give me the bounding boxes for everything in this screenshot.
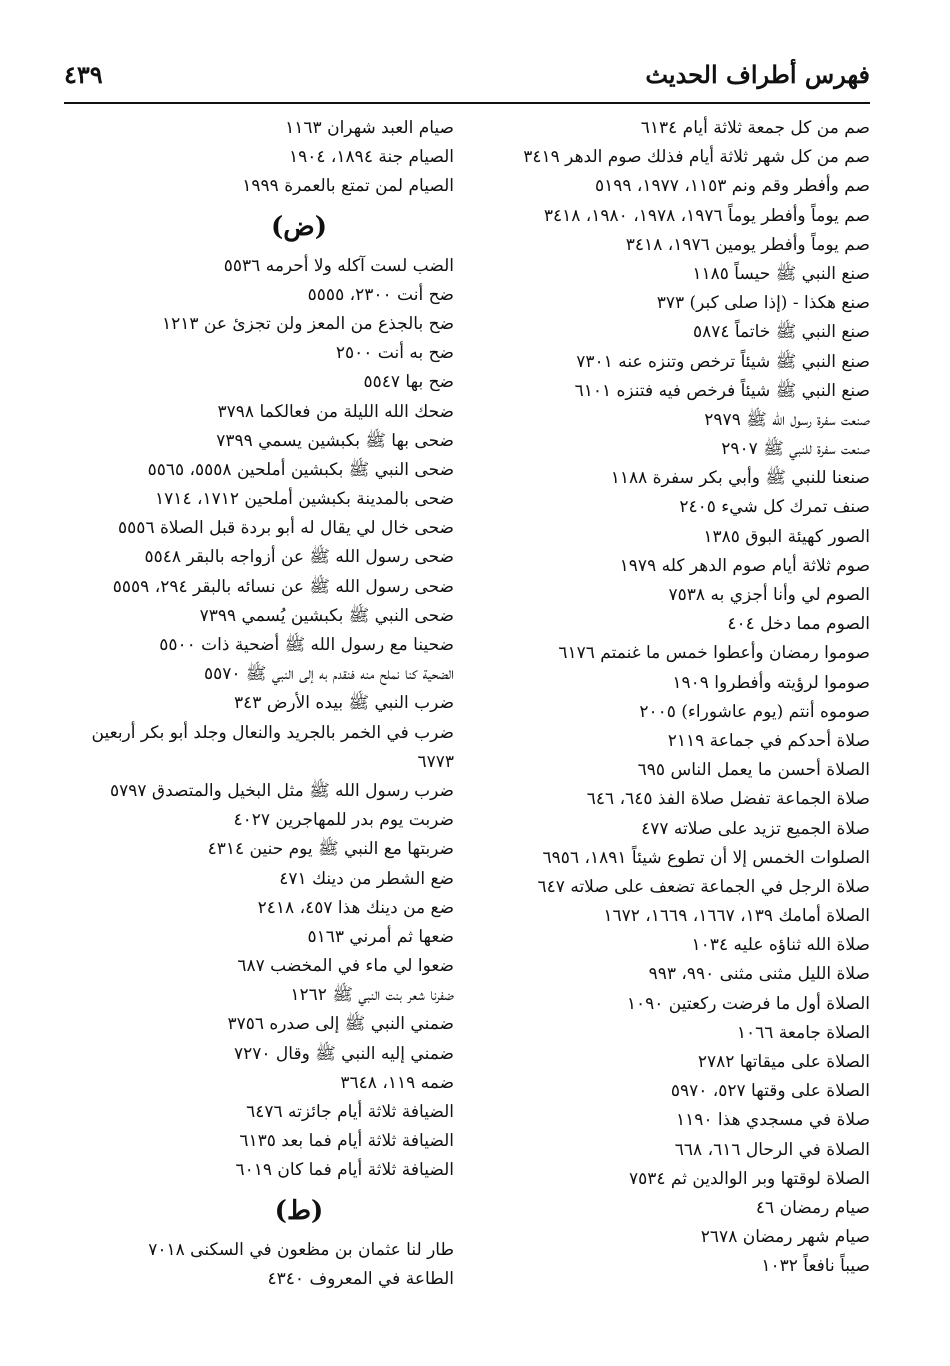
index-entry: ضحى رسول الله ﷺ عن نسائه بالبقر ٢٩٤، ٥٥٥٩ [112, 576, 454, 597]
index-entry: ضحى بها ﷺ بكبشين يسمي ٧٣٩٩ [216, 430, 454, 451]
index-entry: الطاعة في المعروف ٤٣٤٠ [267, 1268, 454, 1289]
index-entry: ضع من دينك هذا ٤٥٧، ٢٤١٨ [257, 897, 454, 918]
index-entry: ضح بالجذع من المعز ولن تجزئ عن ١٢١٣ [161, 313, 454, 334]
index-entry: الصوم مما دخل ٤٠٤ [727, 614, 870, 635]
index-entry: الضيافة ثلاثة أيام فما بعد ٦١٣٥ [239, 1131, 454, 1152]
index-entry: صنع النبي ﷺ شيئاً فرخص فيه فتنزه ٦١٠١ [574, 380, 870, 401]
index-entry: ضفرنا شعر بنت النبي ﷺ ١٢٦٢ [290, 985, 454, 1006]
index-entry: ضرب في الخمر بالجريد والنعال وجلد أبو بكر أربعين ٦٧٧٣ [91, 722, 454, 772]
left-column [64, 114, 454, 1294]
index-entry: الضيافة ثلاثة أيام جائزته ٦٤٧٦ [246, 1102, 454, 1123]
index-entry: ضعوا لي ماء في المخضب ٦٨٧ [237, 956, 454, 977]
index-entry: صنف تمرك كل شيء ٢٤٠٥ [679, 497, 870, 518]
index-entry: ضرب رسول الله ﷺ مثل البخيل والمتصدق ٥٧٩٧ [110, 780, 454, 801]
index-entry: الصلاة على وقتها ٥٢٧، ٥٩٧٠ [670, 1081, 870, 1102]
page-title: فهرس أطراف الحديث [645, 60, 870, 89]
index-entry: الصلوات الخمس إلا أن تطوع شيئاً ١٨٩١، ٦٩٥٦ [542, 847, 870, 868]
index-entry: ضربتها مع النبي ﷺ يوم حنين ٤٣١٤ [207, 839, 454, 860]
index-entry: ضحى رسول الله ﷺ عن أزواجه بالبقر ٥٥٤٨ [144, 547, 454, 568]
index-entry: صلاة أحدكم في جماعة ٢١١٩ [667, 730, 870, 751]
index-entry: صلاة الرجل في الجماعة تضعف على صلاته ٦٤٧ [537, 876, 870, 897]
index-entry: الضيافة ثلاثة أيام فما كان ٦٠١٩ [235, 1160, 454, 1181]
index-entry: صم من كل جمعة ثلاثة أيام ٦١٣٤ [640, 118, 870, 138]
index-entry: الصلاة في الرحال ٦١٦، ٦٦٨ [674, 1139, 870, 1160]
index-entry: صنع النبي ﷺ حيساً ١١٨٥ [692, 263, 870, 284]
index-entry: صنعنا للنبي ﷺ وأبي بكر سفرة ١١٨٨ [610, 468, 870, 489]
index-entry: ضح أنت ٢٣٠٠، ٥٥٥٥ [307, 284, 454, 305]
index-entry: الصيام جنة ١٨٩٤، ١٩٠٤ [289, 147, 454, 168]
index-entry: الصور كهيئة البوق ١٣٨٥ [703, 526, 870, 547]
index-entry: صوم ثلاثة أيام صوم الدهر كله ١٩٧٩ [619, 555, 870, 576]
index-entry: صنع النبي ﷺ خاتماً ٥٨٧٤ [692, 322, 870, 343]
index-entry: الصلاة أول ما فرضت ركعتين ١٠٩٠ [626, 993, 870, 1014]
index-entry: الصلاة على ميقاتها ٢٧٨٢ [697, 1052, 870, 1072]
index-entry: صوموا لرؤيته وأفطروا ١٩٠٩ [672, 672, 870, 693]
index-entry: صوموه أنتم (يوم عاشوراء) ٢٠٠٥ [639, 701, 870, 722]
index-entry: ضحى النبي ﷺ بكبشين يُسمي ٧٣٩٩ [199, 605, 454, 626]
index-entry: الصلاة أحسن ما يعمل الناس ٦٩٥ [637, 760, 870, 781]
index-entry: صم يوماً وأفطر يوماً ١٩٧٦، ١٩٧٨، ١٩٨٠، ٣٤١٨ [543, 205, 870, 226]
right-column [510, 114, 870, 1282]
index-entry: ضع الشطر من دينك ٤٧١ [279, 868, 454, 889]
index-entry: ضحك الله الليلة من فعالكما ٣٧٩٨ [217, 401, 454, 422]
index-entry: ضربت يوم بدر للمهاجرين ٤٠٢٧ [233, 810, 454, 831]
index-entry: صلاة الله ثناؤه عليه ١٠٣٤ [691, 935, 870, 956]
page-number: ٤٣٩ [64, 60, 103, 89]
index-entry: الصوم لي وأنا أجزي به ٧٥٣٨ [668, 585, 870, 605]
index-entry: ضح بها ٥٥٤٧ [363, 372, 454, 393]
index-entry: ضح به أنت ٢٥٠٠ [335, 343, 454, 364]
index-entry: صيام رمضان ٤٦ [755, 1197, 870, 1218]
index-entry: صنع هكذا - (إذا صلى كبر) ٣٧٣ [656, 293, 870, 314]
page-header [64, 56, 870, 96]
index-entry: صلاة الجماعة تفضل صلاة الفذ ٦٤٥، ٦٤٦ [586, 789, 870, 810]
index-entry: صم من كل شهر ثلاثة أيام فذلك صوم الدهر ٣٤١٩ [523, 147, 870, 168]
index-entry: ضحينا مع رسول الله ﷺ أضحية ذات ٥٥٠٠ [159, 635, 454, 655]
index-entry: صم وأفطر وقم ونم ١١٥٣، ١٩٧٧، ٥١٩٩ [594, 176, 870, 197]
index-entry: صم يوماً وأفطر يومين ١٩٧٦، ٣٤١٨ [625, 234, 870, 255]
index-entry: الصيام لمن تمتع بالعمرة ١٩٩٩ [242, 176, 454, 197]
index-entry: صلاة في مسجدي هذا ١١٩٠ [675, 1110, 870, 1131]
index-entry: ضحى النبي ﷺ بكبشين أملحين ٥٥٥٨، ٥٥٦٥ [147, 459, 454, 480]
section-letter-dad: (ض) [270, 211, 328, 242]
index-entry: طار لنا عثمان بن مظعون في السكنى ٧٠١٨ [148, 1239, 454, 1260]
index-entry: ضحى بالمدينة بكبشين أملحين ١٧١٢، ١٧١٤ [155, 489, 454, 510]
header-rule [64, 102, 870, 104]
index-entry: صوموا رمضان وأعطوا خمس ما غنمتم ٦١٧٦ [558, 643, 870, 664]
index-entry: ضرب النبي ﷺ بيده الأرض ٣٤٣ [234, 693, 454, 714]
index-entry: الضب لست آكله ولا أحرمه ٥٥٣٦ [223, 255, 454, 276]
index-entry: صلاة الجميع تزيد على صلاته ٤٧٧ [641, 818, 870, 839]
section-letter-ta: (ط) [274, 1195, 324, 1226]
index-entry: ضمني النبي ﷺ إلى صدره ٣٧٥٦ [227, 1014, 454, 1035]
index-entry: صيباً نافعاً ١٠٣٢ [761, 1256, 870, 1277]
index-entry: صلاة الليل مثنى مثنى ٩٩٠، ٩٩٣ [648, 964, 870, 985]
index-entry: الصلاة أمامك ١٣٩، ١٦٦٧، ١٦٦٩، ١٦٧٢ [603, 906, 870, 927]
index-entry: ضمه ١١٩، ٣٦٤٨ [340, 1072, 454, 1093]
index-entry: صيام العبد شهران ١١٦٣ [285, 118, 454, 138]
index-entry: الضحية كنا نملح منه فنقدم به إلى النبي ﷺ ٥٥٧٠ [203, 664, 454, 685]
index-entry: صنعت سفرة للنبي ﷺ ٢٩٠٧ [721, 439, 870, 460]
index-entry: صنع النبي ﷺ شيئاً ترخص وتنزه عنه ٧٣٠١ [576, 351, 870, 372]
index-entry: ضحى خال لي يقال له أبو بردة قبل الصلاة ٥٥٥٦ [118, 518, 454, 539]
index-entry: ضعها ثم أمرني ٥١٦٣ [307, 926, 454, 947]
index-entry: الصلاة جامعة ١٠٦٦ [736, 1022, 870, 1043]
index-entry: الصلاة لوقتها وبر الوالدين ثم ٧٥٣٤ [628, 1168, 870, 1189]
index-entry: ضمني إليه النبي ﷺ وقال ٧٢٧٠ [234, 1043, 454, 1064]
index-entry: صنعت سفرة رسول الله ﷺ ٢٩٧٩ [704, 409, 870, 430]
index-entry: صيام شهر رمضان ٢٦٧٨ [700, 1227, 870, 1248]
